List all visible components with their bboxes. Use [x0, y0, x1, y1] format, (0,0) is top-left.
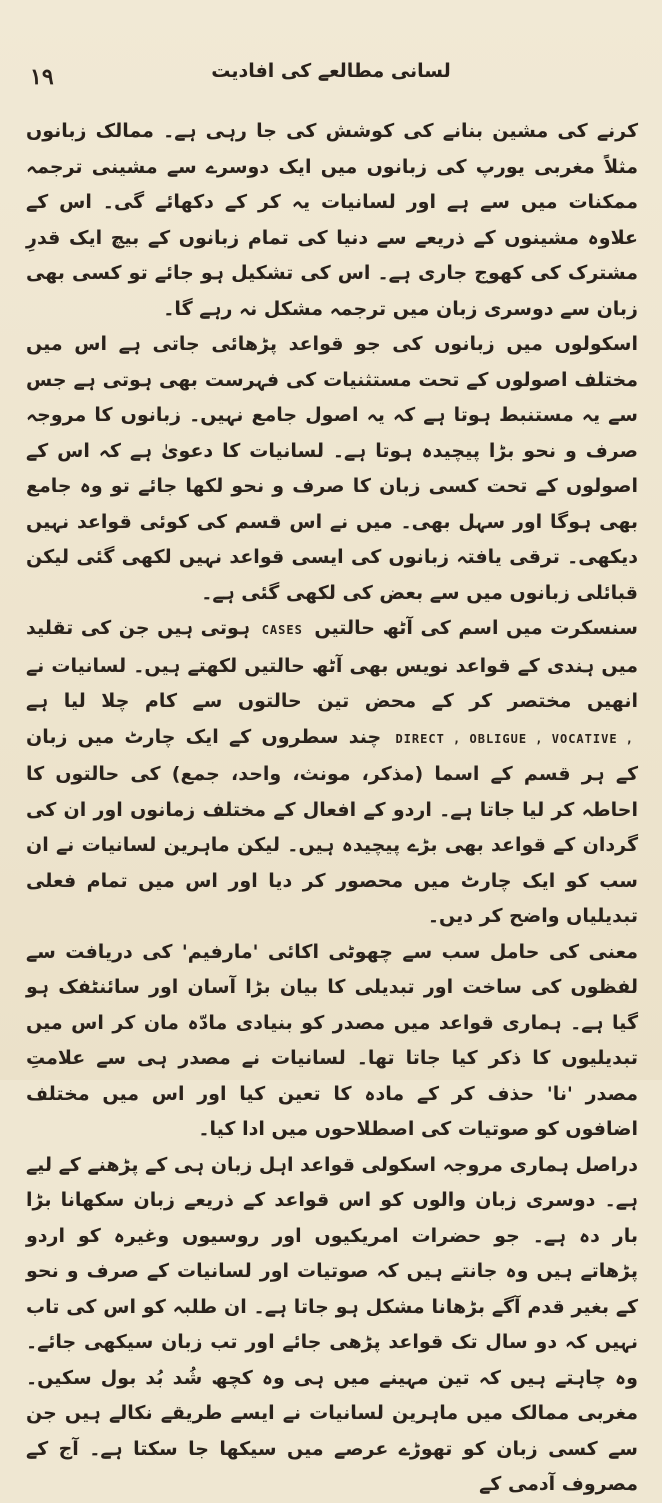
running-title: لسانی مطالعے کی افادیت [211, 60, 451, 82]
paragraph-2: اسکولوں میں زبانوں کی جو قواعد پڑھائی جاتی ہے اس میں مختلف اصولوں کے تحت مستثنیات کی فہرست بھی ہوتی ہے جس سے یہ مستنبط ہوتا ہے کہ یہ اصول جامع نہیں۔ زبانوں کا مروجہ صرف و نحو بڑا پیچیدہ ہوتا ہے۔ لسانیات کا دعویٰ ہے کہ اس کے اصولوں کے تحت کسی زبان کا صرف و نحو لکھا جائے تو وہ جامع بھی ہوگا اور سہل بھی۔ میں نے اس قسم کی کوئی قواعد نہیں دیکھی۔ ترقی یافتہ زبانوں کی ایسی قواعد نہیں لکھی گئی لیکن قبائلی زبانوں میں سے بعض کی لکھی گئی ہے۔ [26, 333, 638, 604]
paragraph-1: کرنے کی مشین بنانے کی کوشش کی جا رہی ہے۔ ممالک زبانوں مثلاً مغربی یورپ کی زبانوں میں ایک دوسرے سے مشینی ترجمہ ممکنات میں سے ہے اور لسانیات یہ کر کے دکھائے گی۔ اس کے علاوہ مشینوں کے ذریعے سے دنیا کی تمام زبانوں کے بیچ ایک قدرِ مشترک کی کھوج جاری ہے۔ اس کی تشکیل ہو جائے تو کسی بھی زبان سے دوسری زبان میں ترجمہ مشکل نہ رہے گا۔ [26, 120, 638, 320]
paragraph-3 [26, 611, 638, 935]
latin-term-cases-list: DIRECT , OBLIGUE , VOCATIVE , [395, 731, 634, 746]
paragraph-5: دراصل ہماری مروجہ اسکولی قواعد اہل زبان ہی کے پڑھنے کے لیے ہے۔ دوسری زبان والوں کو اس قواعد کے ذریعے زبان سکھانا بڑا بار دہ ہے۔ جو حضرات امریکیوں اور روسیوں وغیرہ کو اردو پڑھاتے ہیں وہ جانتے ہیں کہ صوتیات اور لسانیات کے صرف و نحو کے بغیر قدم آگے بڑھانا مشکل ہو جاتا ہے۔ ان طلبہ کو اس کی تاب نہیں کہ دو سال تک قواعد پڑھی جائے اور تب زبان سیکھی جائے۔ وہ چاہتے ہیں کہ تین مہینے میں ہی وہ کچھ شُد بُد بول سکیں۔ مغربی ممالک میں ماہرین لسانیات نے ایسے طریقے نکالے ہیں جن سے کسی زبان کو تھوڑے عرصے میں سیکھا جا سکتا ہے۔ آج کے مصروف آدمی کے [26, 1153, 638, 1495]
paragraph-3-part-c: چند سطروں کے ایک چارٹ میں زبان کے ہر قسم کے اسما (مذکر، مونث، واحد، جمع) کی حالتوں کا احاطہ کر لیا جاتا ہے۔ اردو کے افعال کے مختلف زمانوں اور ان کی گردان کے قواعد بھی بڑے پیچیدہ ہیں۔ لیکن ماہرین لسانیات نے ان سب کو ایک چارٹ میں محصور کر دیا اور اس میں تمام فعلی تبدیلیاں واضح کر دیں۔ [26, 725, 638, 927]
paragraph-3-part-b: ہوتی ہیں جن کی تقلید میں ہندی کے قواعد نویس بھی آٹھ حالتیں لکھتے ہیں۔ لسانیات نے انھیں مختصر کر کے محض تین حالتوں سے کام چلا لیا ہے [26, 617, 638, 712]
body-text [26, 114, 638, 1503]
page-number: ۱۹ [30, 64, 54, 90]
paragraph-3-part-a: سنسکرت میں اسم کی آٹھ حالتیں [314, 617, 638, 639]
paragraph-4: معنی کی حامل سب سے چھوٹی اکائی 'مارفیم' کی دریافت سے لفظوں کی ساخت اور تبدیلی کا بیان بڑا آسان اور سائنٹفک ہو گیا ہے۔ ہماری قواعد میں مصدر کو بنیادی مادّہ مان کر اس میں تبدیلیوں کا ذکر کیا جاتا تھا۔ لسانیات نے مصدر ہی سے علامتِ مصدر 'نا' حذف کر کے مادہ کا تعین کیا اور اس میں مختلف اضافوں کو صوتیات کی اصطلاحوں میں ادا کیا۔ [26, 940, 638, 1140]
page-header [0, 58, 662, 98]
latin-term-cases: CASES [261, 623, 303, 637]
